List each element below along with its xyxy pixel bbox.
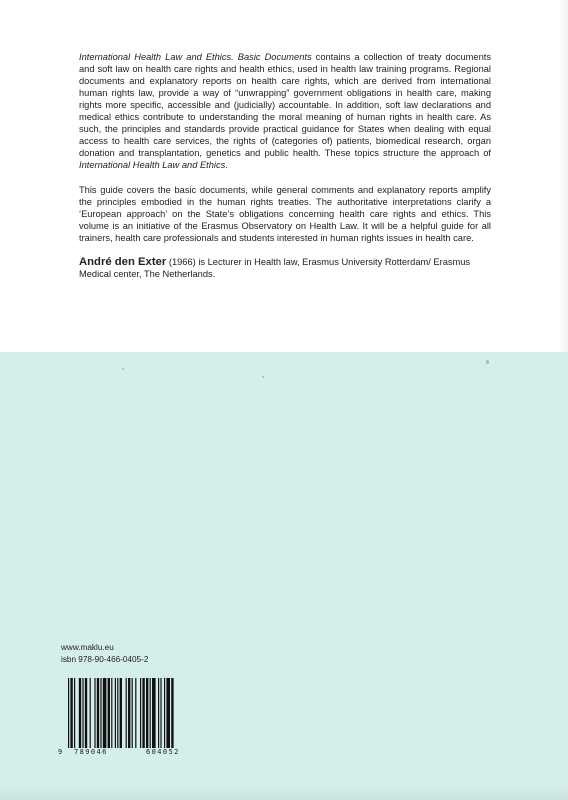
author-name: André den Exter [79, 255, 167, 268]
barcode-bar [117, 678, 118, 748]
barcode-lead-digit: 9 [58, 748, 63, 756]
barcode-bar [97, 678, 99, 748]
barcode-bars [66, 678, 214, 748]
barcode-bar [146, 678, 148, 748]
barcode-bar [120, 678, 122, 748]
barcode-bar [108, 678, 110, 748]
barcode-bar [166, 678, 170, 748]
barcode-bar [164, 678, 165, 748]
barcode-bar [126, 678, 127, 748]
print-speck [122, 368, 124, 370]
barcode-digit-group-2: 604052 [146, 748, 180, 756]
barcode-bar [160, 678, 161, 748]
barcode-bar [142, 678, 144, 748]
barcode-bar [132, 678, 133, 748]
barcode-bar [85, 678, 87, 748]
blurb-paragraph-1-body: contains a collection of treaty documents and soft law on health care rights and health ethics, used in health law training programs. Regional documents and explanatory reports on health care rights, which are derived from international human rights law, provide a way of “unwrapping” government obligations in health care, making rights more specific, accessible and (judicially) accountable. In addition, soft law declarations and medical ethics contribute to understanding the moral meaning of human rights in health care. As such, the principles and standards provide practical guidance for States when dealing with equal access to health care services, the rights of (categories of) patients, biomedical research, organ donation and transplantation, genetics and public health. These topics structure the approach of [79, 52, 491, 159]
barcode-bar [100, 678, 101, 748]
barcode-bar [103, 678, 107, 748]
barcode-bar [90, 678, 91, 748]
author-bio: (1966) is Lecturer in Health law, Erasmus University Rotterdam/ Erasmus Medical center, The Netherlands. [79, 256, 471, 279]
barcode-bar [68, 678, 69, 748]
publisher-info [61, 642, 148, 666]
publisher-website: www.maklu.eu [61, 643, 114, 652]
barcode-digits [58, 748, 216, 760]
barcode-bar [158, 678, 159, 748]
barcode-bar [82, 678, 83, 748]
barcode-bar [135, 678, 136, 748]
book-title-italic-end: International Health Law and Ethics [79, 160, 226, 171]
barcode-bar [140, 678, 141, 748]
blurb-paragraph-2: This guide covers the basic documents, while general comments and explanatory reports amplify the principles embodied in the human rights treaties. The authoritative interpretations clarify a ‘European approach’ on the State’s obligations concerning health care rights and ethics. This volume is an initiative of the Erasmus Observatory on Health Law. It will be a helpful guide for all trainers, health care professionals and students interested in human rights issues in health care. [79, 184, 491, 243]
print-speck [262, 376, 264, 378]
author-paragraph [79, 256, 491, 280]
blurb-panel [0, 0, 568, 352]
barcode [58, 678, 216, 760]
book-title-italic: International Health Law and Ethics. Basic Documents [79, 52, 312, 62]
barcode-bar [171, 678, 173, 748]
print-speck [486, 360, 489, 364]
barcode-bar [150, 678, 151, 748]
barcode-bar [111, 678, 112, 748]
barcode-digit-group-1: 789046 [74, 748, 108, 756]
cover-bottom-edge [0, 786, 568, 800]
barcode-bar [115, 678, 116, 748]
barcode-bar [128, 678, 130, 748]
barcode-bar [79, 678, 81, 748]
barcode-bar [152, 678, 156, 748]
blurb-text [79, 51, 491, 280]
isbn-number: isbn 978-90-466-0405-2 [61, 655, 149, 665]
barcode-bar [74, 678, 75, 748]
barcode-bar [94, 678, 95, 748]
barcode-bar [70, 678, 72, 748]
blurb-paragraph-1: International Health Law and Ethics. Basic Documents contains a collection of treaty documents and soft law on health care rights and health ethics, used in health law training programs. Regional documents and explanatory reports on health care rights, which are derived from international human rights law, provide a way of “unwrapping” government obligations in health care, making rights more specific, accessible and (judicially) accountable. In addition, soft law declarations and medical ethics contribute to understanding the moral meaning of human rights in health care. As such, the principles and standards provide practical guidance for States when dealing with equal access to health care services, the rights of (categories of) patients, biomedical research, organ donation and transplantation, genetics and public health. These topics structure the approach of International Health Law and Ethics. [79, 52, 491, 171]
